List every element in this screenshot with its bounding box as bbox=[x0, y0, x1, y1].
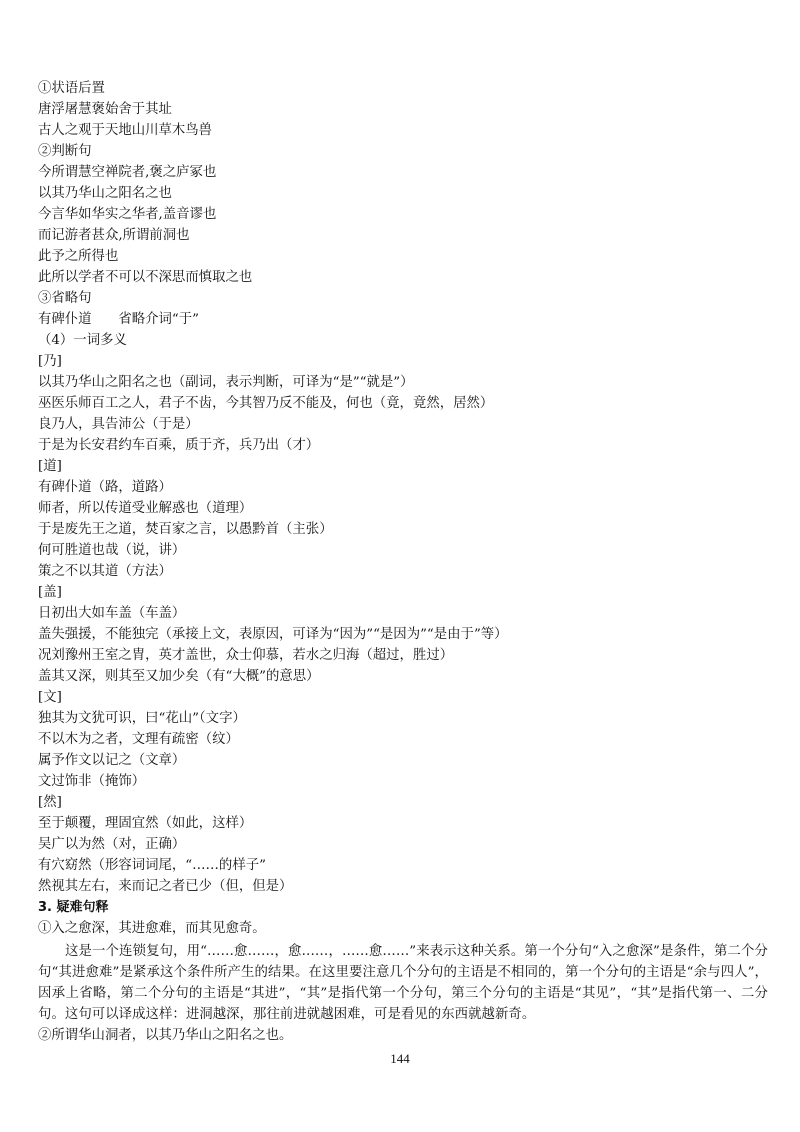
text-line: 文过饰非（掩饰） bbox=[38, 774, 146, 789]
text-line: 属予作文以记之（文章） bbox=[38, 753, 186, 768]
text-line: ②判断句 bbox=[38, 144, 92, 159]
text-line: 此予之所得也 bbox=[38, 249, 119, 264]
text-line: 此所以学者不可以不深思而慎取之也 bbox=[38, 270, 253, 285]
text-line: 吴广以为然（对，正确） bbox=[38, 837, 186, 852]
text-line: （4）一词多义 bbox=[38, 333, 127, 348]
text-line: [道] bbox=[38, 459, 62, 474]
text-line: 盖其又深，则其至又加少矣（有“大概”的意思） bbox=[38, 669, 320, 684]
text-line: 有碑仆道（路，道路） bbox=[38, 480, 172, 495]
text-line: ①状语后置 bbox=[38, 81, 105, 96]
text-line: 至于颠覆，理固宜然（如此，这样） bbox=[38, 816, 253, 831]
text-line: 不以木为之者，文理有疏密（纹） bbox=[38, 732, 239, 747]
text-line: 以其乃华山之阳名之也（副词，表示判断，可译为“是”“就是”） bbox=[38, 375, 414, 390]
section-heading: 3. 疑难句释 bbox=[38, 900, 109, 915]
text-line: 今言华如华实之华者,盖音谬也 bbox=[38, 207, 217, 222]
text-line: [乃] bbox=[38, 354, 62, 369]
difficult-sentence-1: ①入之愈深，其进愈难，而其见愈奇。 bbox=[38, 921, 266, 936]
text-line: 独其为文犹可识，曰“花山”（文字） bbox=[38, 711, 246, 726]
explanation-paragraph: 这是一个连锁复句，用“……愈……，愈……，……愈……”来表示这种关系。第一个分句“入之愈深”是条件，第二个分句“其进愈难”是紧承这个条件所产生的结果。在这里要注意几个分句的主语是不相同的，第一个分句的主语是“余与四人”，因承上省略，第二个分句的主语是“其进”，“其”是指代第一个分句，第三个分句的主语是“其见”，“其”是指代第一、二分句。这句可以译成这样：进洞越深，那往前进就越困难，可是看见的东西就越新奇。 bbox=[38, 944, 768, 1022]
text-line: ③省略句 bbox=[38, 291, 92, 306]
text-line: 况刘豫州王室之胄，英才盖世，众士仰慕，若水之归海（超过，胜过） bbox=[38, 648, 454, 663]
text-line: 有碑仆道 省略介词“于” bbox=[38, 312, 199, 327]
text-line: 于是为长安君约车百乘，质于齐，兵乃出（才） bbox=[38, 438, 320, 453]
text-line: 古人之观于天地山川草木鸟兽 bbox=[38, 123, 213, 138]
text-line: 唐浮屠慧褒始舍于其址 bbox=[38, 102, 172, 117]
text-line: [然] bbox=[38, 795, 62, 810]
text-line: 何可胜道也哉（说，讲） bbox=[38, 543, 186, 558]
text-line: [盖] bbox=[38, 585, 62, 600]
text-line: [文] bbox=[38, 690, 62, 705]
text-line: 师者，所以传道受业解惑也（道理） bbox=[38, 501, 253, 516]
text-line: 策之不以其道（方法） bbox=[38, 564, 172, 579]
text-line: 然视其左右，来而记之者已少（但，但是） bbox=[38, 879, 293, 894]
text-line: 盖失强援，不能独完（承接上文，表原因，可译为“因为”“是因为”“是由于”等） bbox=[38, 627, 508, 642]
text-line: 于是废先王之道，焚百家之言，以愚黔首（主张） bbox=[38, 522, 333, 537]
text-line: 以其乃华山之阳名之也 bbox=[38, 186, 172, 201]
text-line: 日初出大如车盖（车盖） bbox=[38, 606, 186, 621]
difficult-sentence-2: ②所谓华山洞者，以其乃华山之阳名之也。 bbox=[38, 1028, 293, 1043]
page-number: 144 bbox=[390, 1051, 410, 1066]
page-content bbox=[38, 78, 768, 1046]
text-line: 良乃人，具告沛公（于是） bbox=[38, 417, 199, 432]
text-line: 巫医乐师百工之人，君子不齿，今其智乃反不能及，何也（竟，竟然，居然） bbox=[38, 396, 494, 411]
text-line: 而记游者甚众,所谓前洞也 bbox=[38, 228, 190, 243]
text-line: 今所谓慧空禅院者,褒之庐冢也 bbox=[38, 165, 217, 180]
text-line: 有穴窈然（形容词词尾，“……的样子” bbox=[38, 858, 266, 873]
